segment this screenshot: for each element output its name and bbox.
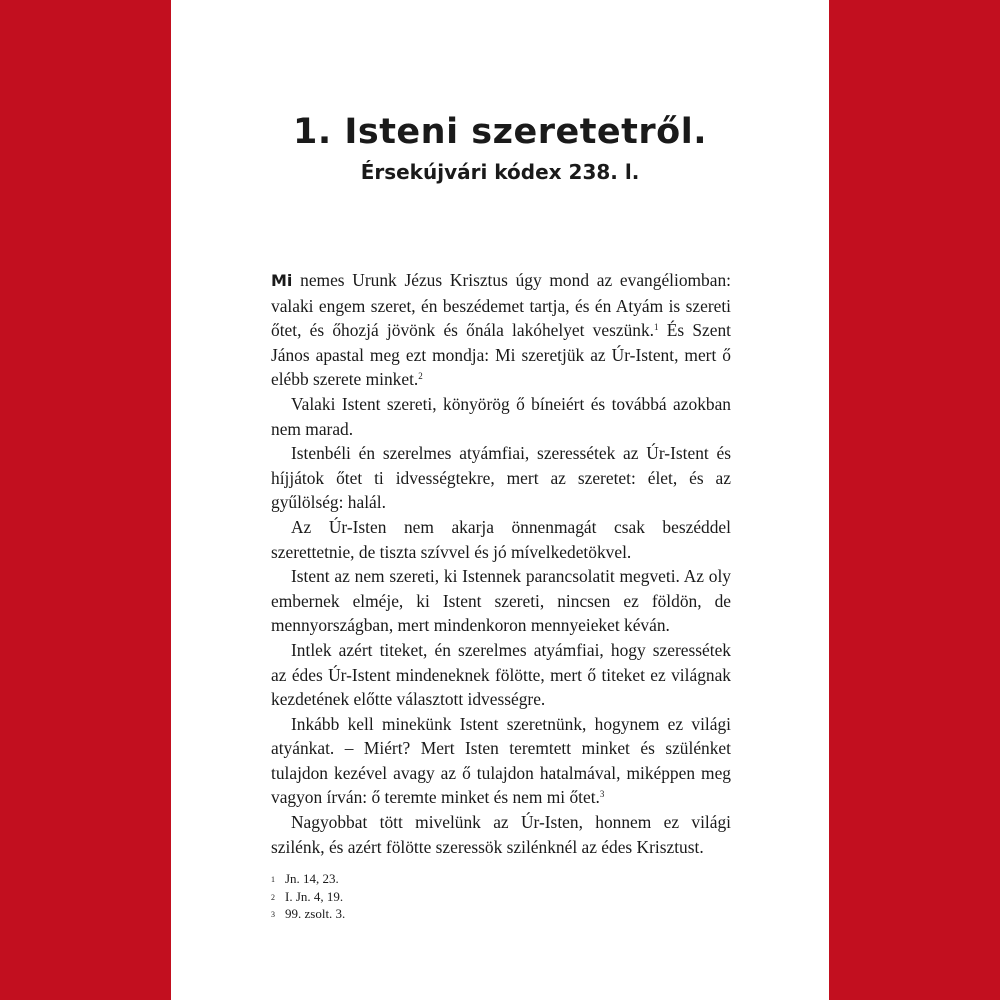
footnote-ref-2[interactable]: 2 xyxy=(418,371,423,382)
footnote-2 xyxy=(271,889,345,907)
footnote-number: 3 xyxy=(271,910,275,919)
paragraph-5: Istent az nem szereti, ki Istennek parancsolatit megveti. Az oly embernek elméje, ki Istent szereti, nincsen ez földön, de mennyországban, mert mindenkoron mennyeieket kéván. xyxy=(271,566,731,636)
initial-word: Mi xyxy=(271,271,293,290)
footnote-text: I. Jn. 4, 19. xyxy=(285,888,344,904)
paragraph-8: Nagyobbat tött mivelünk az Úr-Isten, honnem ez világi szilénk, és azért fölötte szeressök szilénknél az édes Krisztust. xyxy=(271,812,731,857)
footnote-1 xyxy=(271,871,345,889)
body-text xyxy=(271,268,731,859)
chapter-title: 1. Isteni szeretetről. xyxy=(293,112,707,152)
footnote-number: 1 xyxy=(271,875,275,884)
paragraph-4: Az Úr-Isten nem akarja önnenmagát csak beszéddel szerettetnie, de tiszta szívvel és jó mívelkedetökvel. xyxy=(271,516,731,562)
paragraph-2: Valaki Istent szereti, könyörög ő bíneiért és továbbá azokban nem marad. xyxy=(271,393,731,439)
chapter-source: Érsekújvári kódex 238. l. xyxy=(360,160,640,184)
footnote-number: 2 xyxy=(271,892,275,902)
paragraph-1-text-a: nemes Urunk Jézus Krisztus úgy mond az evangéliomban: valaki engem szeret, én beszédemet tartja, és én Atyám is szereti őtet, és őhozjá jövönk és őnála lakóhelyet veszünk. xyxy=(271,270,731,341)
footnote-ref-1[interactable]: 1 xyxy=(654,322,659,333)
paragraph-1 xyxy=(271,268,731,392)
footnote-text: 99. zsolt. 3. xyxy=(285,906,346,921)
footnote-ref-3[interactable]: 3 xyxy=(599,789,605,800)
footnote-text: Jn. 14, 23. xyxy=(285,871,339,886)
paragraph-3: Istenbéli én szerelmes atyámfiai, szeressétek az Úr-Istent és híjjátok őtet ti idvességtekre, mert az szeretet: élet, és az gyűlölség: halál. xyxy=(271,443,731,513)
paragraph-7 xyxy=(271,712,731,810)
paragraph-6: Intlek azért titeket, én szerelmes atyámfiai, hogy szeressétek az édes Úr-Istent mindeneknek fölötte, mert ő titeket ez világnak kezdetének előtte választott idvességre. xyxy=(271,639,731,710)
paragraph-7-text: Inkább kell minekünk Istent szeretnünk, hogynem ez világi atyánkat. – Miért? Mert Isten teremtett minket és szülénket tulajdon kezével avagy az ő tulajdon hatalmával, miképpen meg vagyon írván: ő teremte minket és nem mi őtet. xyxy=(271,713,731,808)
book-page xyxy=(171,0,829,1000)
footnotes xyxy=(271,871,345,924)
footnote-3 xyxy=(271,906,345,924)
paragraph-1-text-b: És Szent János apastal meg ezt mondja: Mi szeretjük az Úr-Istent, mert ő elébb szerete minket. xyxy=(271,320,731,390)
